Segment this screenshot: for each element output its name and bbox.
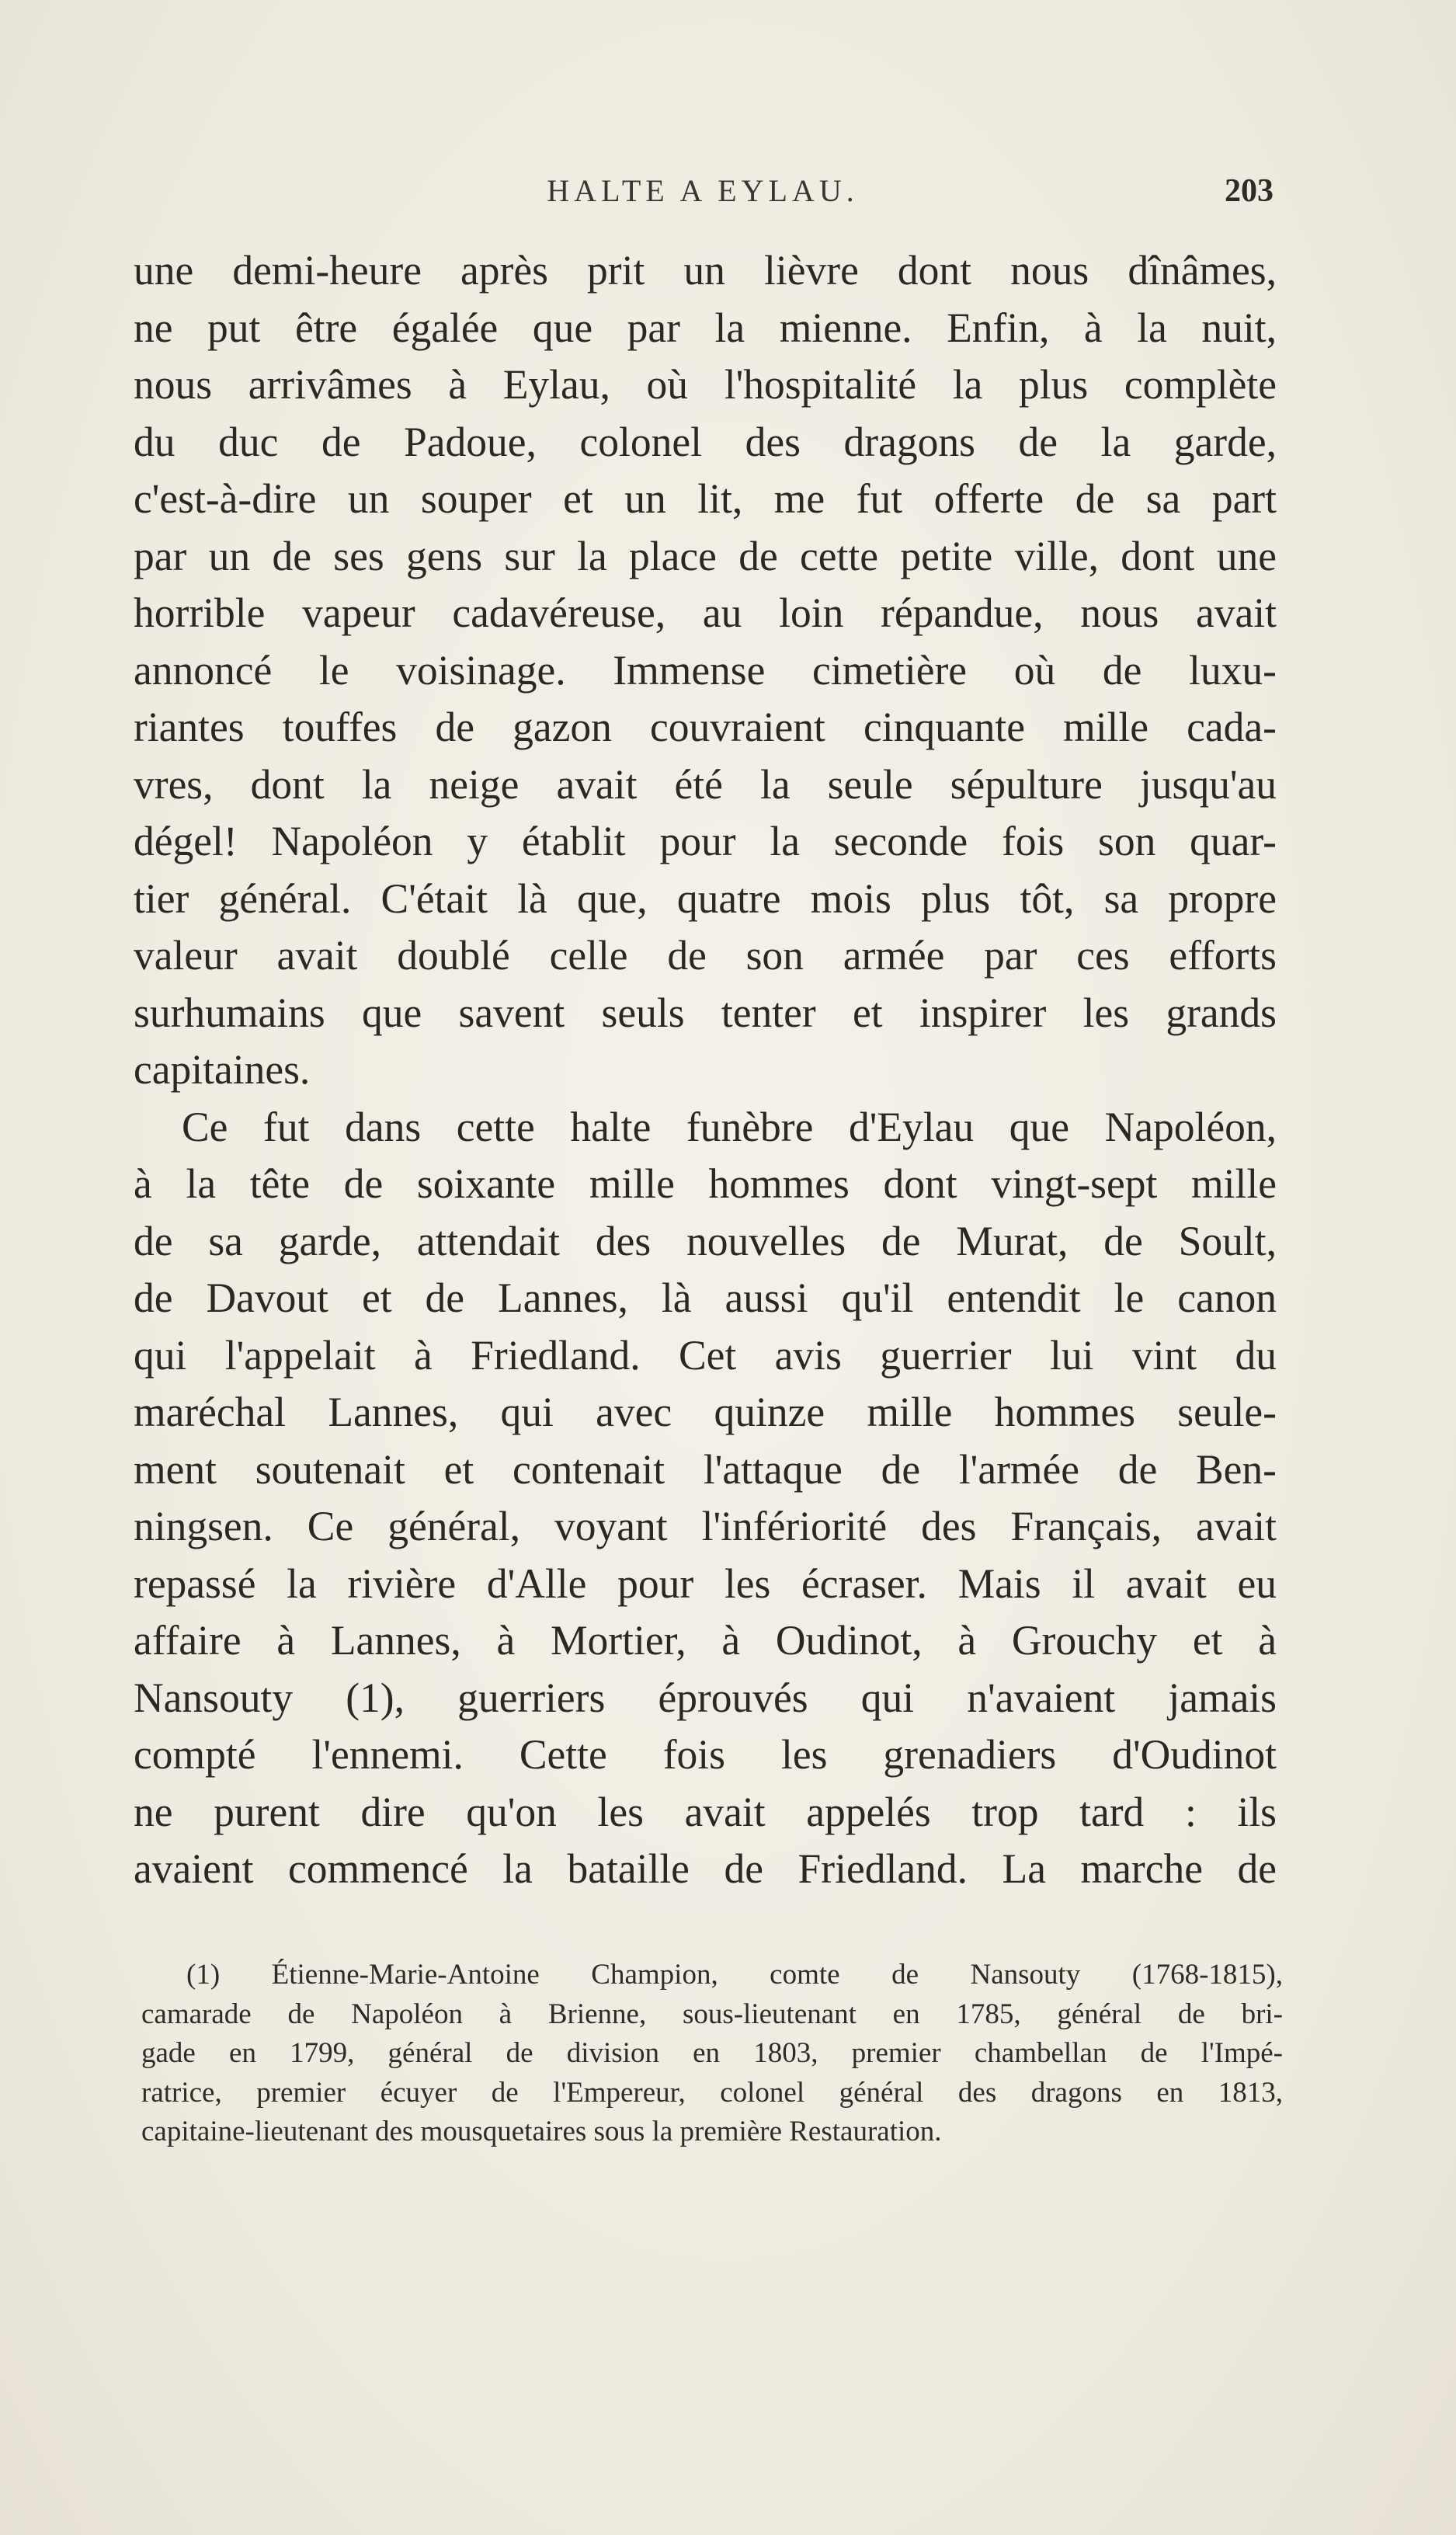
page-number: 203 [1225,173,1274,209]
text-line: avaient commencé la bataille de Friedland. La marche de [134,1845,1277,1892]
text-line: par un de ses gens sur la place de cette petite ville, dont une [134,532,1277,579]
text-line: vres, dont la neige avait été la seule sépulture jusqu'au [134,760,1277,808]
text-line: ne purent dire qu'on les avait appelés trop tard : ils [134,1788,1277,1835]
text-line: à la tête de soixante mille hommes dont vingt-sept mille [134,1160,1277,1207]
text-line: de sa garde, attendait des nouvelles de Murat, de Soult, [134,1217,1277,1264]
text-line: du duc de Padoue, colonel des dragons de la garde, [134,418,1277,465]
text-line: Ce fut dans cette halte funèbre d'Eylau que Napoléon, [182,1103,1277,1150]
footnote [141,1956,1283,2152]
footnote-line: (1) Étienne-Marie-Antoine Champion, comte de Nansouty (1768-1815), [186,1959,1283,1991]
text-line: surhumains que savent seuls tenter et inspirer les grands [134,989,1277,1036]
text-line: capitaines. [134,1046,311,1093]
text-line: repassé la rivière d'Alle pour les écraser. Mais il avait eu [134,1560,1277,1607]
text-line: Nansouty (1), guerriers éprouvés qui n'avaient jamais [134,1674,1277,1721]
text-line: c'est-à-dire un souper et un lit, me fut offerte de sa part [134,475,1277,522]
paragraph-2 [134,1099,1277,1898]
text-line: ningsen. Ce général, voyant l'infériorité des Français, avait [134,1503,1277,1549]
text-line: qui l'appelait à Friedland. Cet avis guerrier lui vint du [134,1331,1277,1379]
footnote-line: capitaine-lieutenant des mousquetaires sous la première Restauration. [141,2116,942,2147]
text-line: horrible vapeur cadavéreuse, au loin répandue, nous avait [134,589,1277,636]
text-line: dégel! Napoléon y établit pour la seconde fois son quar- [134,818,1277,864]
footnote-line: gade en 1799, général de division en 1803, premier chambellan de l'Impé- [141,2037,1283,2069]
text-line: compté l'ennemi. Cette fois les grenadiers d'Oudinot [134,1731,1277,1778]
text-line: annoncé le voisinage. Immense cimetière où de luxu- [134,646,1277,694]
text-line: valeur avait doublé celle de son armée par ces efforts [134,932,1277,979]
paragraph-1 [134,242,1277,1099]
running-head: HALTE A EYLAU. [547,173,859,208]
text-line: une demi-heure après prit un lièvre dont nous dînâmes, [134,247,1277,294]
footnote-line: ratrice, premier écuyer de l'Empereur, colonel général des dragons en 1813, [141,2076,1283,2109]
text-line: ment soutenait et contenait l'attaque de l'armée de Ben- [134,1445,1277,1493]
main-text [134,242,1277,1898]
text-line: ne put être égalée que par la mienne. Enfin, à la nuit, [134,304,1277,351]
text-line: nous arrivâmes à Eylau, où l'hospitalité la plus complète [134,361,1277,408]
text-line: de Davout et de Lannes, là aussi qu'il entendit le canon [134,1274,1277,1321]
page-header [132,172,1274,216]
text-line: affaire à Lannes, à Mortier, à Oudinot, à Grouchy et à [134,1617,1277,1664]
footnote-line: camarade de Napoléon à Brienne, sous-lieutenant en 1785, général de bri- [141,1998,1283,2030]
text-line: tier général. C'était là que, quatre mois plus tôt, sa propre [134,875,1277,922]
text-line: riantes touffes de gazon couvraient cinquante mille cada- [134,704,1277,750]
text-line: maréchal Lannes, qui avec quinze mille hommes seule- [134,1389,1277,1435]
